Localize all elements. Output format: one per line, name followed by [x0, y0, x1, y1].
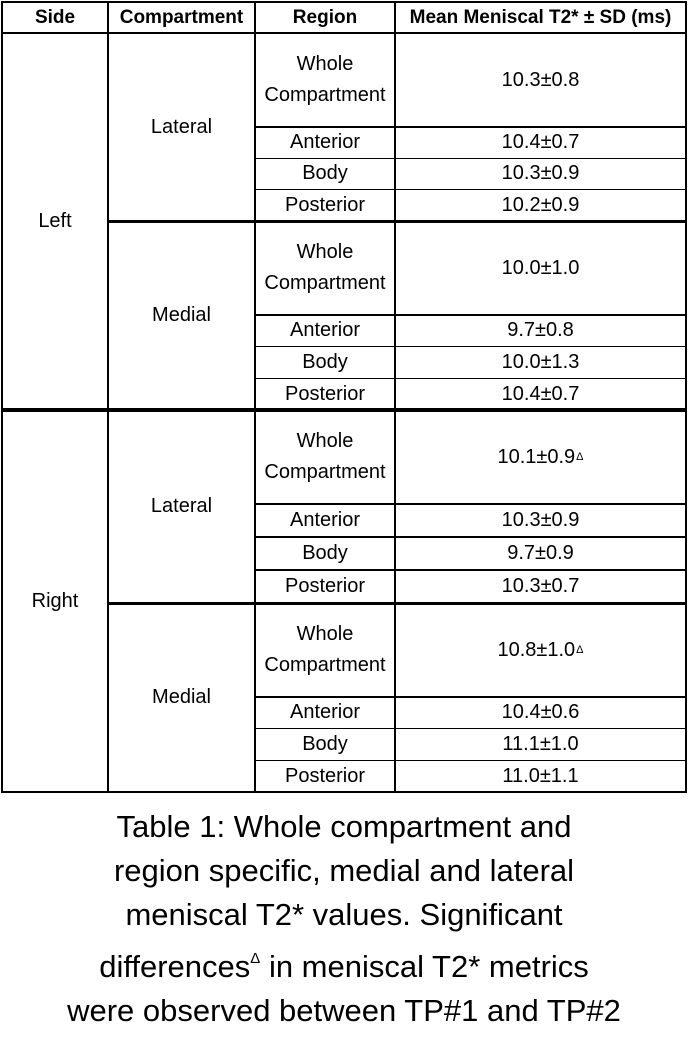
value-text: 11.1±1.0	[502, 732, 579, 755]
row-divider	[255, 536, 686, 537]
value-cell	[395, 190, 686, 221]
value-cell	[395, 697, 686, 729]
value-text: 10.4±0.7	[501, 382, 580, 405]
side-cell: Right	[31, 589, 79, 612]
value-cell	[395, 378, 686, 410]
compartment-divider	[108, 220, 686, 223]
column-divider	[254, 2, 256, 792]
table-right-border	[685, 1, 687, 793]
value-cell	[395, 537, 686, 570]
value-text: 10.2±0.9	[501, 193, 580, 216]
value-text: 10.3±0.8	[501, 68, 580, 91]
region-cell: Posterior	[284, 575, 366, 597]
region-cell: Whole Compartment	[264, 53, 386, 106]
region-cell: Body	[302, 162, 348, 185]
row-divider	[255, 189, 686, 190]
region-cell: Posterior	[284, 382, 366, 405]
header-mean-t2: Mean Meniscal T2* ± SD (ms)	[409, 7, 672, 28]
value-text: 10.8±1.0	[497, 638, 576, 661]
row-divider	[255, 760, 686, 761]
region-cell: Whole Compartment	[264, 623, 386, 676]
row-divider	[255, 378, 686, 379]
value-cell	[395, 729, 686, 761]
value-cell	[395, 570, 686, 603]
compartment-cell: Lateral	[150, 115, 213, 138]
value-text: 9.7±0.8	[507, 319, 574, 342]
value-cell	[395, 127, 686, 158]
value-text: 11.0±1.1	[502, 764, 579, 787]
value-text: 10.1±0.9	[497, 445, 576, 468]
region-cell: Posterior	[284, 764, 366, 787]
row-divider	[255, 126, 686, 127]
value-text: 10.3±0.9	[501, 509, 580, 531]
caption-line: Table 1: Whole compartment and	[116, 809, 572, 844]
caption-line: were observed between TP#1 and TP#2	[67, 993, 621, 1028]
compartment-cell: Medial	[152, 686, 211, 708]
row-divider	[255, 569, 686, 570]
row-divider	[255, 728, 686, 729]
side-divider	[2, 408, 686, 412]
caption-line: meniscal T2* values. Significant	[125, 897, 563, 932]
value-cell	[395, 760, 686, 792]
region-cell: Body	[302, 350, 348, 373]
value-cell	[395, 410, 686, 504]
value-text: 10.0±1.3	[501, 350, 580, 373]
table-caption	[0, 805, 688, 1033]
region-cell: Whole Compartment	[264, 430, 386, 483]
value-cell	[395, 315, 686, 347]
compartment-divider	[108, 602, 686, 605]
caption-text: differences	[99, 949, 251, 984]
value-text: 10.3±0.9	[501, 162, 580, 185]
value-cell	[395, 504, 686, 537]
region-cell: Anterior	[289, 509, 361, 531]
table-bottom-border	[2, 791, 686, 793]
header-region: Region	[292, 7, 358, 28]
caption-line	[0, 937, 688, 989]
region-cell: Body	[302, 732, 348, 755]
region-cell: Anterior	[289, 131, 361, 154]
row-divider	[255, 503, 686, 504]
row-divider	[255, 696, 686, 697]
side-cell: Left	[38, 210, 72, 232]
region-cell: Anterior	[289, 319, 361, 342]
compartment-cell: Medial	[152, 304, 211, 326]
caption-line: region specific, medial and lateral	[113, 853, 575, 888]
caption-text: in meniscal T2* metrics	[260, 949, 589, 984]
region-cell: Posterior	[284, 193, 366, 216]
value-cell	[395, 347, 686, 379]
region-cell: Whole Compartment	[264, 241, 386, 294]
value-cell	[395, 603, 686, 697]
significance-marker: Δ	[576, 450, 584, 463]
value-text: 9.7±0.9	[507, 542, 574, 564]
row-divider	[255, 158, 686, 159]
column-divider	[107, 2, 109, 792]
value-text: 10.3±0.7	[501, 575, 580, 597]
value-text: 10.4±0.6	[501, 701, 580, 724]
header-side: Side	[34, 7, 76, 28]
significance-marker: Δ	[250, 950, 261, 967]
compartment-cell: Lateral	[150, 495, 213, 517]
value-text: 10.4±0.7	[501, 131, 580, 154]
row-divider	[255, 314, 686, 315]
value-cell	[395, 221, 686, 315]
value-cell	[395, 158, 686, 189]
region-cell: Anterior	[289, 701, 361, 724]
region-cell: Body	[302, 542, 348, 564]
header-divider	[2, 32, 686, 34]
value-text: 10.0±1.0	[501, 256, 580, 279]
column-divider	[394, 2, 396, 792]
table-left-border	[1, 1, 3, 793]
row-divider	[255, 346, 686, 347]
significance-marker: Δ	[576, 643, 584, 656]
header-compartment: Compartment	[119, 7, 244, 28]
value-cell	[395, 33, 686, 127]
table-top-border	[2, 1, 686, 3]
